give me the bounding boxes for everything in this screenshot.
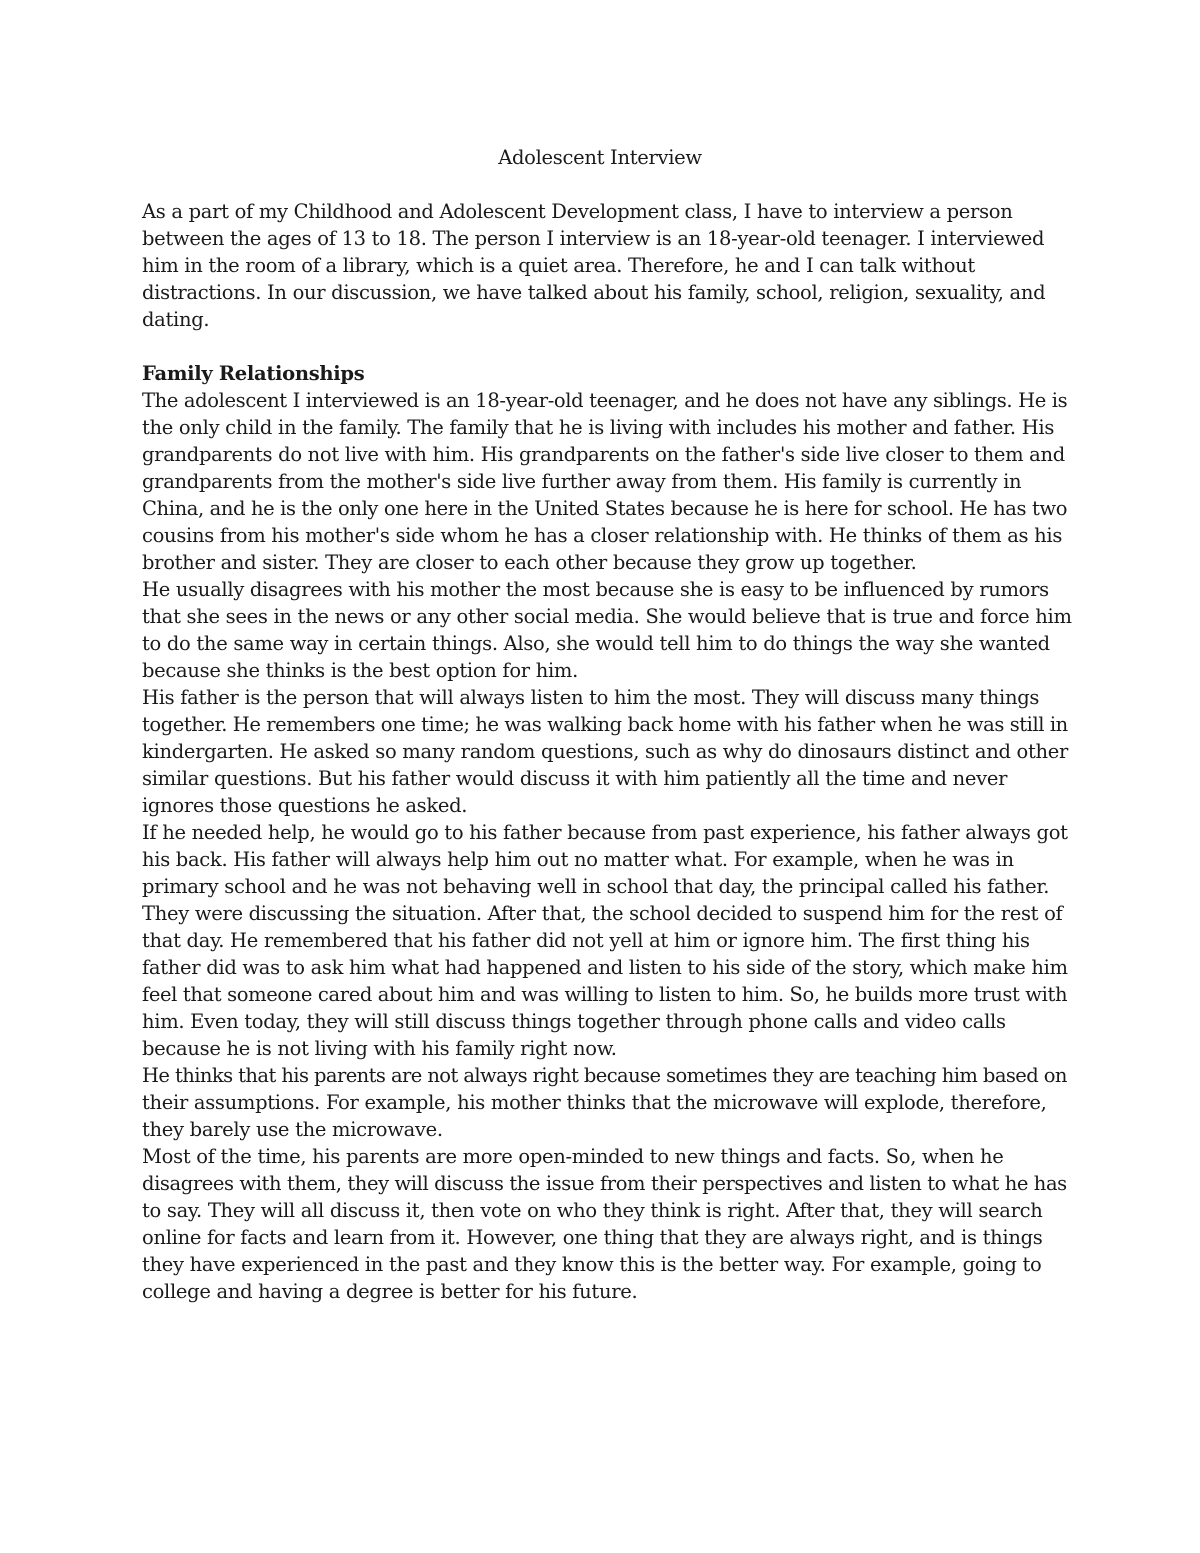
document-body <box>142 198 1072 1305</box>
intro-paragraph <box>142 198 1072 333</box>
body-line: primary school and he was not behaving well in school that day, the principal called his father. <box>142 875 1050 898</box>
body-line: He thinks that his parents are not always right because sometimes they are teaching him based on <box>142 1064 1067 1087</box>
body-line: Most of the time, his parents are more open-minded to new things and facts. So, when he <box>142 1145 1004 1168</box>
body-line: ignores those questions he asked. <box>142 794 468 817</box>
body-line: his back. His father will always help him out no matter what. For example, when he was in <box>142 848 1014 871</box>
body-line: brother and sister. They are closer to each other because they grow up together. <box>142 551 917 574</box>
body-line: disagrees with them, they will discuss the issue from their perspectives and listen to what he has <box>142 1172 1067 1195</box>
body-line: If he needed help, he would go to his father because from past experience, his father always got <box>142 821 1068 844</box>
body-line: together. He remembers one time; he was walking back home with his father when he was still in <box>142 713 1068 736</box>
paragraph-gap <box>142 333 1072 360</box>
body-line: grandparents do not live with him. His grandparents on the father's side live closer to them and <box>142 443 1065 466</box>
body-line: to say. They will all discuss it, then vote on who they think is right. After that, they will search <box>142 1199 1043 1222</box>
body-line: him. Even today, they will still discuss things together through phone calls and video calls <box>142 1010 1006 1033</box>
intro-line: him in the room of a library, which is a quiet area. Therefore, he and I can talk without <box>142 254 975 277</box>
body-line: that she sees in the news or any other social media. She would believe that is true and force him <box>142 605 1072 628</box>
body-line: college and having a degree is better for his future. <box>142 1280 638 1303</box>
body-line: that day. He remembered that his father did not yell at him or ignore him. The first thing his <box>142 929 1030 952</box>
body-line: because she thinks is the best option for him. <box>142 659 578 682</box>
body-line: They were discussing the situation. After that, the school decided to suspend him for the rest of <box>142 902 1063 925</box>
body-line: He usually disagrees with his mother the most because she is easy to be influenced by rumors <box>142 578 1049 601</box>
intro-line: between the ages of 13 to 18. The person I interview is an 18-year-old teenager. I interviewed <box>142 227 1045 250</box>
body-line: The adolescent I interviewed is an 18-year-old teenager, and he does not have any siblings. He is <box>142 389 1068 412</box>
body-line: online for facts and learn from it. However, one thing that they are always right, and is things <box>142 1226 1043 1249</box>
body-line: to do the same way in certain things. Also, she would tell him to do things the way she wanted <box>142 632 1050 655</box>
intro-line: dating. <box>142 308 210 331</box>
body-line: cousins from his mother's side whom he has a closer relationship with. He thinks of them as his <box>142 524 1063 547</box>
section-heading: Family Relationships <box>142 362 365 385</box>
family-section-body <box>142 387 1072 1305</box>
body-line: grandparents from the mother's side live further away from them. His family is currently in <box>142 470 1022 493</box>
body-line: because he is not living with his family right now. <box>142 1037 617 1060</box>
body-line: similar questions. But his father would discuss it with him patiently all the time and never <box>142 767 1008 790</box>
intro-line: As a part of my Childhood and Adolescent Development class, I have to interview a person <box>142 200 1013 223</box>
document-title: Adolescent Interview <box>498 146 702 169</box>
body-line: they have experienced in the past and they know this is the better way. For example, going to <box>142 1253 1042 1276</box>
body-line: kindergarten. He asked so many random questions, such as why do dinosaurs distinct and other <box>142 740 1069 763</box>
body-line: they barely use the microwave. <box>142 1118 443 1141</box>
body-line: His father is the person that will always listen to him the most. They will discuss many things <box>142 686 1040 709</box>
body-line: China, and he is the only one here in the United States because he is here for school. He has two <box>142 497 1068 520</box>
body-line: their assumptions. For example, his mother thinks that the microwave will explode, therefore, <box>142 1091 1047 1114</box>
body-line: the only child in the family. The family that he is living with includes his mother and father. His <box>142 416 1055 439</box>
intro-line: distractions. In our discussion, we have talked about his family, school, religion, sexuality, and <box>142 281 1046 304</box>
body-line: father did was to ask him what had happened and listen to his side of the story, which make him <box>142 956 1068 979</box>
body-line: feel that someone cared about him and was willing to listen to him. So, he builds more trust with <box>142 983 1068 1006</box>
